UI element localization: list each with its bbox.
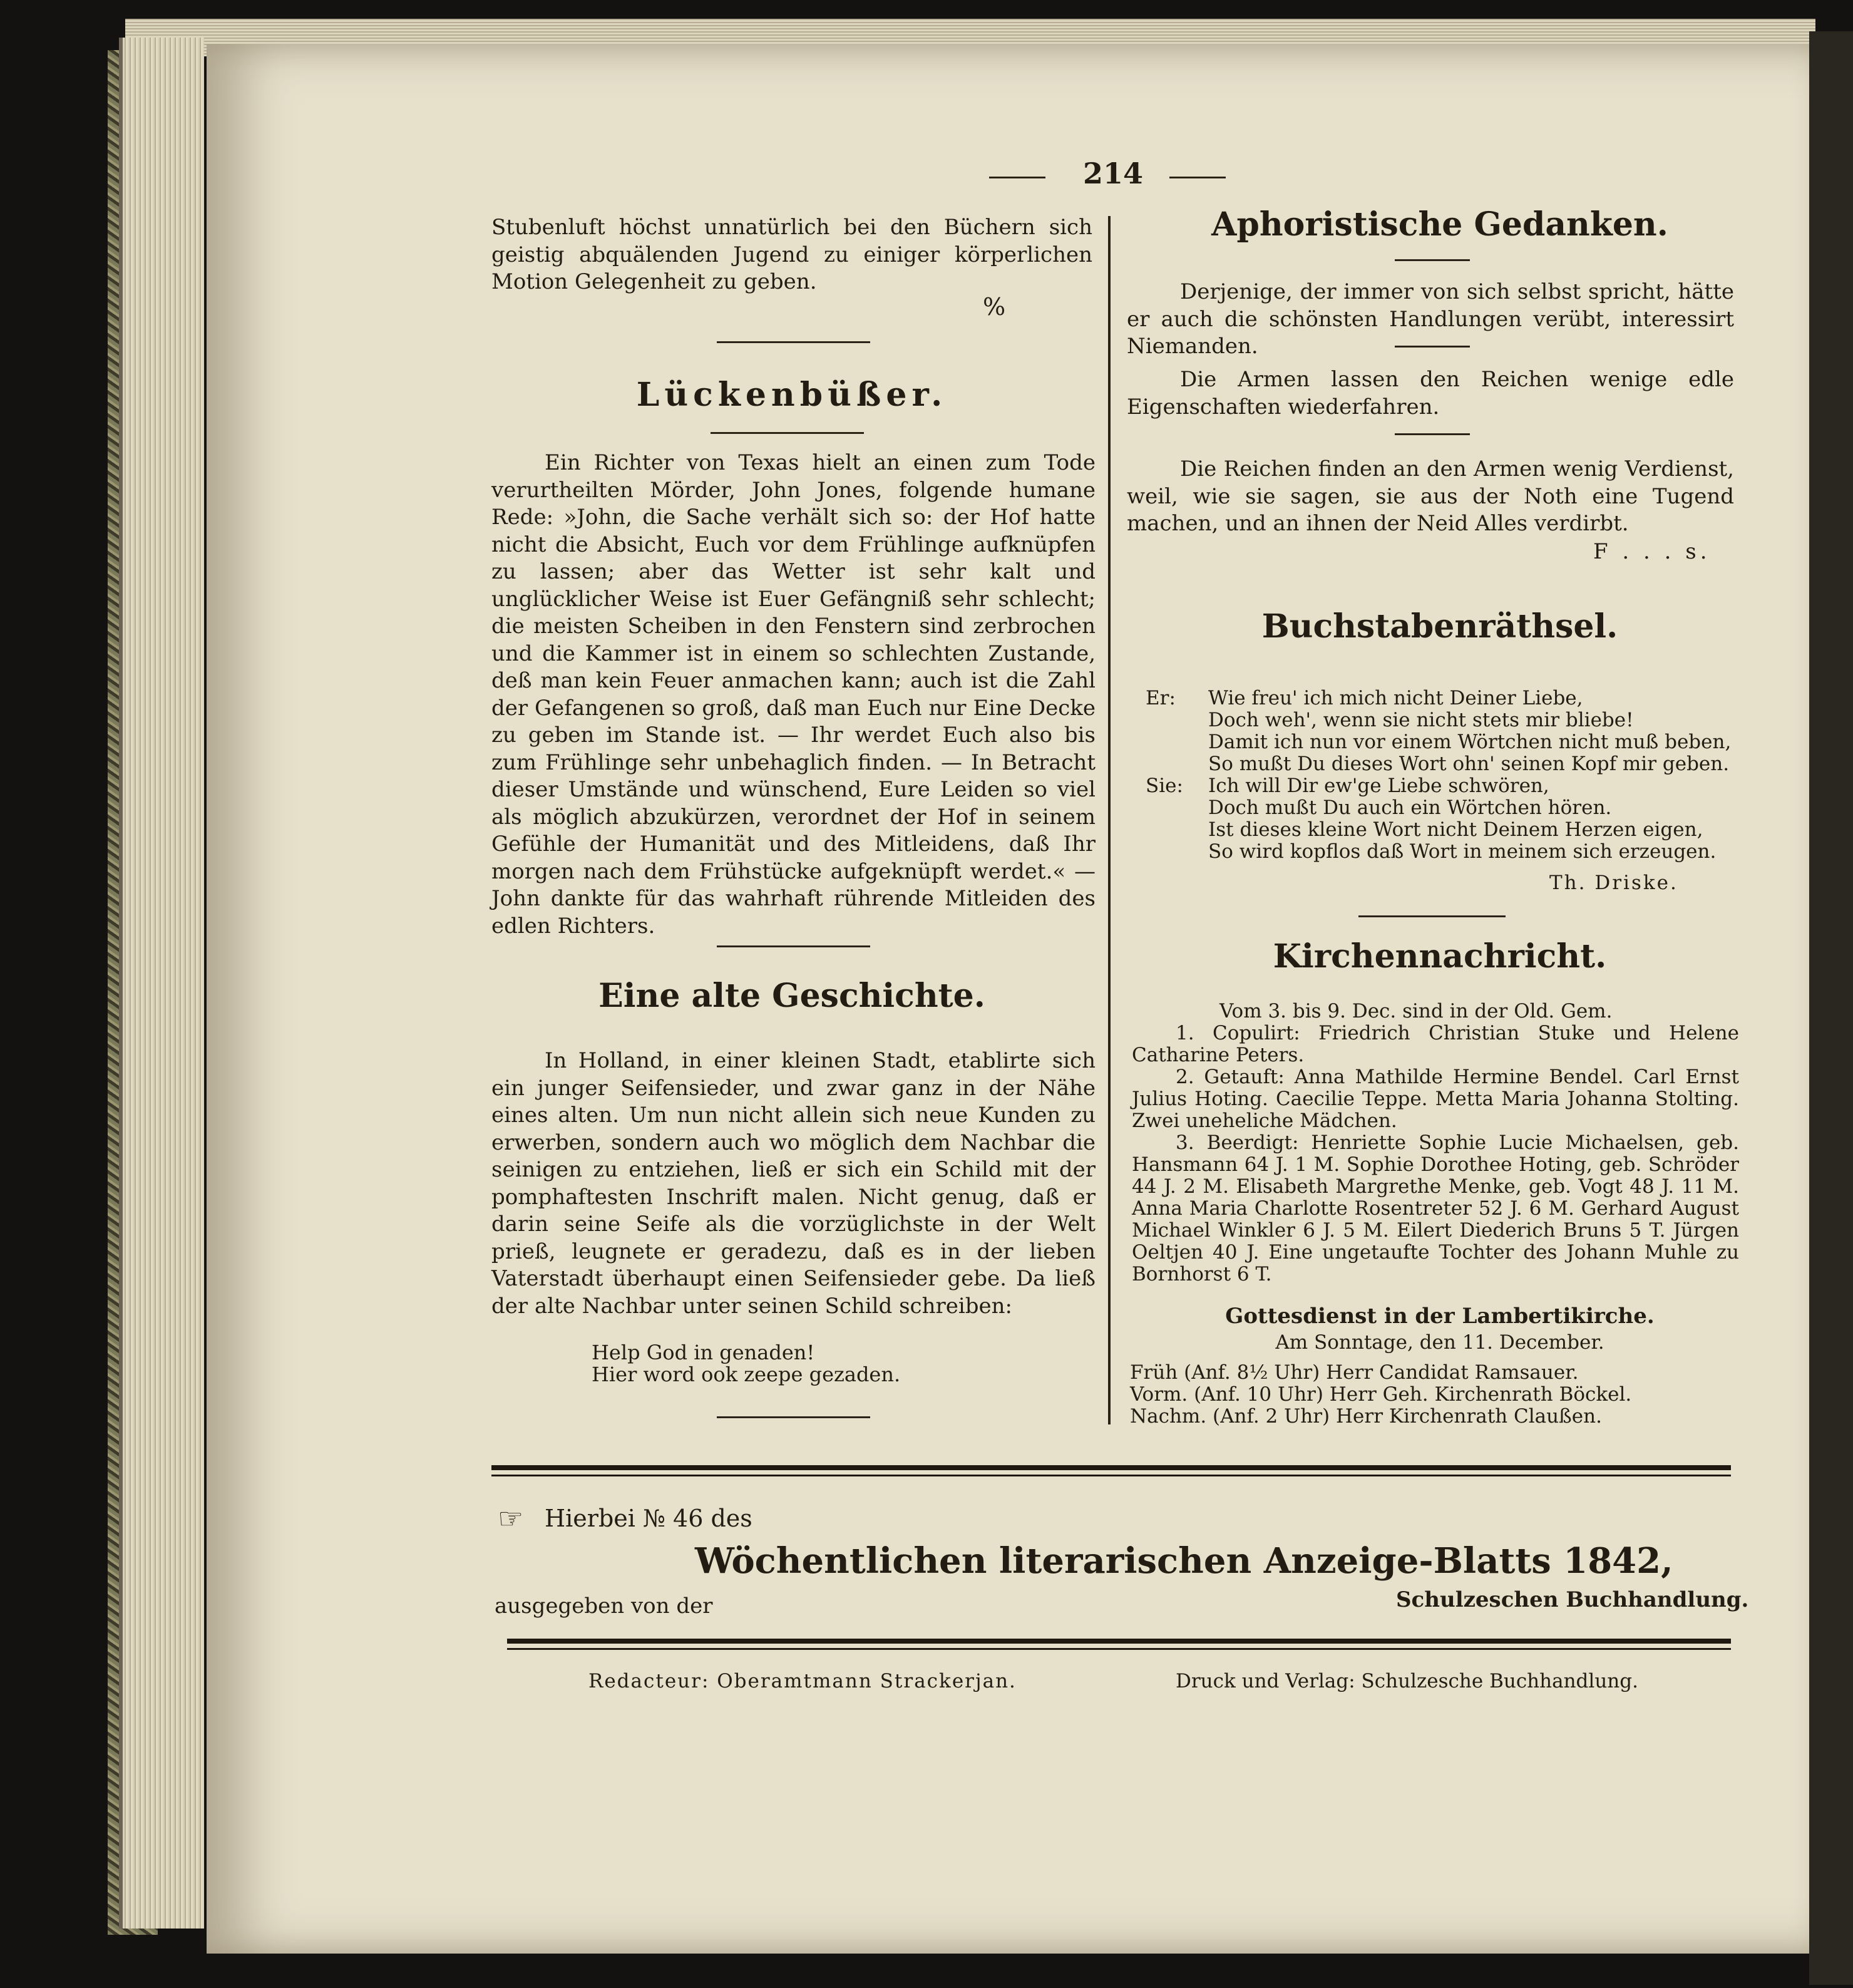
- right-separator-3: [1358, 915, 1506, 917]
- riddle-text: Doch weh', wenn sie nicht stets mir bliebe!: [1208, 709, 1634, 731]
- service-line: Früh (Anf. 8½ Uhr) Herr Candidat Ramsauer.: [1130, 1361, 1579, 1384]
- page-number: 214: [1083, 157, 1144, 190]
- service-title: Gottesdienst in der Lambertikirche.: [1225, 1304, 1655, 1329]
- service-line: Nachm. (Anf. 2 Uhr) Herr Kirchenrath Claußen.: [1130, 1405, 1602, 1428]
- lueckenbuesser-title: Lückenbüßer.: [636, 376, 948, 414]
- church-intro: Vom 3. bis 9. Dec. sind in der Old. Gem.: [1219, 1000, 1613, 1022]
- riddle-verse: [1146, 688, 1734, 863]
- riddle-text: So wird kopflos daß Wort in meinem sich erzeugen.: [1208, 840, 1717, 863]
- riddle-text: Damit ich nun vor einem Wörtchen nicht muß beben,: [1208, 731, 1732, 753]
- page-stack-edge: [119, 38, 204, 1929]
- left-separator-2: [717, 945, 870, 947]
- riddle-line: [1146, 841, 1734, 863]
- left-separator-3: [717, 1416, 870, 1418]
- left-title-underline-1: [711, 432, 864, 434]
- service-line: Vorm. (Anf. 10 Uhr) Herr Geh. Kirchenrath Böckel.: [1130, 1383, 1632, 1406]
- riddle-text: Doch mußt Du auch ein Wörtchen hören.: [1208, 796, 1612, 819]
- riddle-text: Wie freu' ich mich nicht Deiner Liebe,: [1208, 687, 1583, 709]
- left-signature: %: [983, 293, 1006, 321]
- header-dash-right: [1169, 177, 1226, 178]
- notice-title: Wöchentlichen literarischen Anzeige-Blatts 1842,: [695, 1540, 1673, 1582]
- aphorism-2: Die Armen lassen den Reichen wenige edle Eigenschaften wiederfahren.: [1127, 367, 1734, 420]
- left-continued-text: Stubenluft höchst unnatürlich bei den Büchern sich geistig abquälenden Jugend zu einiger körperlichen Motion Gelegenheit zu geben.: [491, 215, 1092, 294]
- right-page-shadow: [1809, 31, 1853, 1985]
- riddle-line: [1146, 819, 1734, 841]
- riddle-signature: Th. Driske.: [1549, 872, 1678, 894]
- lueckenbuesser-text: Ein Richter von Texas hielt an einen zum Tode verurtheilten Mörder, John Jones, folgende humane Rede: »John, die Sache verhält sich so: der Hof hatte nicht die Absicht, Euch vor dem Frühlinge aufknüpfen zu lassen; aber das Wetter ist sehr kalt und unglücklicher Weise ist Euer Gefängniß sehr schlecht; die meisten Scheiben in den Fenstern sind zerbrochen und die Kammer ist in einem so schlechten Zustande, deß man kein Feuer anmachen kann; auch ist die Zahl der Gefangenen so groß, daß man Euch nur Eine Decke zu geben im Stande ist. — Ihr werdet Euch also bis zum Frühlinge sehr unbehaglich finden. — In Betracht dieser Umstände und wünschend, Eure Leiden so viel als möglich abzukürzen, verordnet der Hof in seinem Gefühle der Humanität und des Mitleidens, daß Ihr morgen nach dem Frühstücke aufgeknüpft werdet.« — John dankte für das wahrhaft rührende Mitleiden des edlen Richters.: [491, 450, 1096, 939]
- riddle-title: Buchstabenräthsel.: [1261, 607, 1618, 646]
- church-news: [1132, 1001, 1739, 1285]
- issued-by-right: Schulzeschen Buchhandlung.: [1396, 1587, 1749, 1612]
- footer-rule-top-thin: [491, 1475, 1731, 1476]
- aphorism-3: Die Reichen finden an den Armen wenig Verdienst, weil, wie sie sagen, sie aus der Noth eine Tugend machen, und an ihnen der Neid Alles verdirbt.: [1127, 456, 1734, 536]
- verse-line-2: Hier word ook zeepe gezaden.: [592, 1362, 901, 1386]
- church-title: Kirchennachricht.: [1273, 937, 1607, 976]
- right-title-underline-1: [1395, 259, 1470, 261]
- riddle-text: Ist dieses kleine Wort nicht Deinem Herzen eigen,: [1208, 818, 1703, 841]
- riddle-speaker: Er:: [1146, 687, 1176, 709]
- riddle-line: [1146, 709, 1734, 731]
- right-separator-1: [1395, 346, 1470, 348]
- alte-geschichte-title: Eine alte Geschichte.: [598, 977, 985, 1015]
- riddle-line: [1146, 775, 1734, 797]
- footer-rule-bottom-thin: [507, 1648, 1731, 1650]
- riddle-text: So mußt Du dieses Wort ohn' seinen Kopf mir geben.: [1208, 753, 1730, 775]
- printer-line: Druck und Verlag: Schulzesche Buchhandlung.: [1176, 1670, 1638, 1692]
- aphorism-1: Derjenige, der immer von sich selbst spricht, hätte er auch die schönsten Handlungen verübt, interessirt Niemanden.: [1127, 279, 1734, 359]
- church-baptized: 2. Getauft: Anna Mathilde Hermine Bendel. Carl Ernst Julius Hoting. Caecilie Teppe. Metta Maria Johanna Stolting. Zwei uneheliche Mädchen.: [1132, 1066, 1739, 1132]
- alte-geschichte-text: In Holland, in einer kleinen Stadt, etablirte sich ein junger Seifensieder, und zwar ganz in der Nähe eines alten. Um nun nicht allein sich neue Kunden zu erwerben, sondern auch wo möglich dem Nachbar die seinigen zu entziehen, ließ er sich ein Schild mit der pomphaftesten Inschrift malen. Nicht genug, daß er darin seine Seife als die vorzüglichste in der Welt prieß, leugnete er geradezu, daß es in der lieben Vaterstadt überhaupt einen Seifensieder gebe. Da ließ der alte Nachbar unter seinen Schild schreiben:: [491, 1048, 1096, 1319]
- footer-rule-top: [491, 1465, 1731, 1470]
- riddle-line: [1146, 753, 1734, 775]
- service-date: Am Sonntage, den 11. December.: [1275, 1331, 1604, 1354]
- pointing-hand-icon: ☞: [498, 1501, 524, 1535]
- issued-by-left: ausgegeben von der: [495, 1594, 713, 1619]
- service-times: [1130, 1362, 1737, 1428]
- verse-line-1: Help God in genaden!: [592, 1341, 815, 1364]
- riddle-line: [1146, 731, 1734, 753]
- aphorisms-title: Aphoristische Gedanken.: [1211, 205, 1668, 244]
- notice-prefix: Hierbei № 46 des: [545, 1505, 752, 1532]
- left-separator-1: [717, 341, 870, 343]
- riddle-text: Ich will Dir ew'ge Liebe schwören,: [1208, 775, 1549, 797]
- riddle-speaker: Sie:: [1146, 775, 1183, 797]
- column-divider: [1108, 216, 1111, 1424]
- church-buried: 3. Beerdigt: Henriette Sophie Lucie Michaelsen, geb. Hansmann 64 J. 1 M. Sophie Dorothee Hoting, geb. Schröder 44 J. 2 M. Elisabeth Margrethe Menke, geb. Vogt 48 J. 11 M. Anna Maria Charlotte Rosentreter 52 J. 6 M. Gerhard August Michael Winkler 6 J. 5 M. Eilert Diederich Bruns 5 T. Jürgen Oeltjen 40 J. Eine ungetaufte Tochter des Johann Muhle zu Bornhorst 6 T.: [1132, 1131, 1739, 1285]
- header-dash-left: [989, 177, 1045, 178]
- footer-rule-bottom: [507, 1639, 1731, 1644]
- riddle-line: [1146, 688, 1734, 709]
- right-separator-2: [1395, 433, 1470, 435]
- editor-line: Redacteur: Oberamtmann Strackerjan.: [588, 1670, 1017, 1692]
- church-married: 1. Copulirt: Friedrich Christian Stuke und Helene Catharine Peters.: [1132, 1022, 1739, 1066]
- aphorism-signature: F . . . s.: [1593, 539, 1711, 564]
- riddle-line: [1146, 797, 1734, 819]
